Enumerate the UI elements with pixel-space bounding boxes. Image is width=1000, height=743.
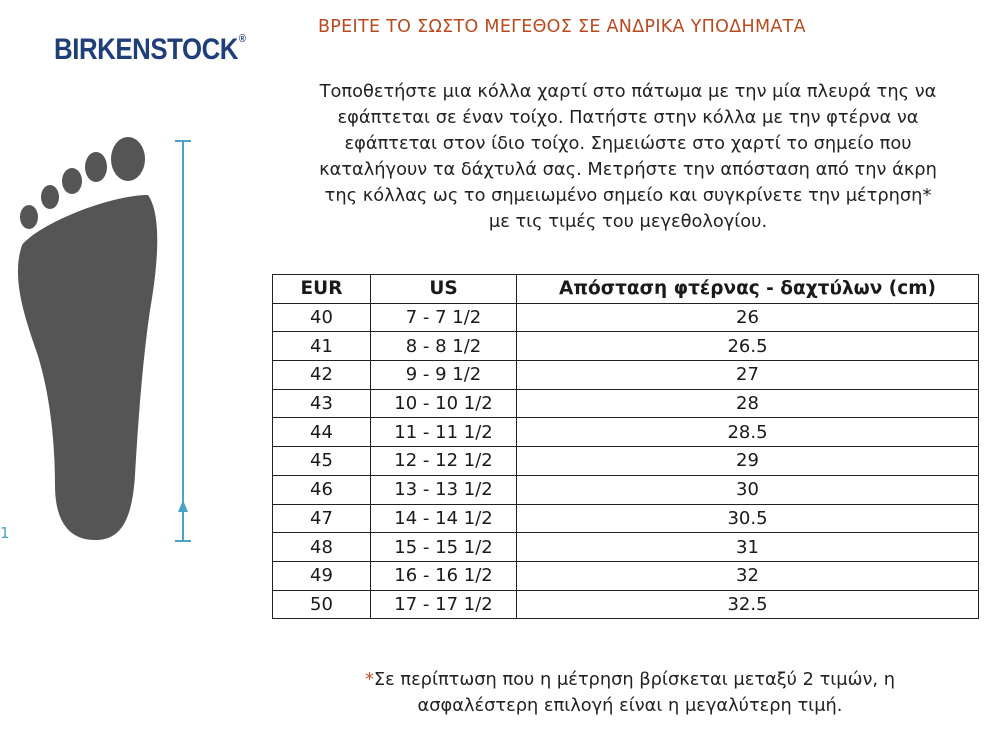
header-length: Απόσταση φτέρνας - δαχτύλων (cm) <box>517 275 979 304</box>
eur-cell: 49 <box>273 561 371 590</box>
length-cell: 32 <box>517 561 979 590</box>
length-cell: 30 <box>517 475 979 504</box>
table-row <box>273 418 979 447</box>
length-cell: 31 <box>517 533 979 562</box>
header-eur: EUR <box>273 275 371 304</box>
length-cell: 26.5 <box>517 332 979 361</box>
footnote-line-2: ασφαλέστερη επιλογή είναι η μεγαλύτερη τιμή. <box>417 695 843 716</box>
eur-cell: 46 <box>273 475 371 504</box>
footnote <box>280 667 980 719</box>
length-cell: 28.5 <box>517 418 979 447</box>
toe-5 <box>20 205 38 229</box>
length-cell: 28 <box>517 389 979 418</box>
us-cell: 11 - 11 1/2 <box>371 418 517 447</box>
toe-4 <box>41 185 59 209</box>
sole-shape <box>18 195 157 540</box>
us-cell: 10 - 10 1/2 <box>371 389 517 418</box>
us-cell: 13 - 13 1/2 <box>371 475 517 504</box>
edge-mark: 1 <box>0 524 10 542</box>
page-title: ΒΡΕΙΤΕ ΤΟ ΣΩΣΤΟ ΜΕΓΕΘΟΣ ΣΕ ΑΝΔΡΙΚΑ ΥΠΟΔΗΜΑΤΑ <box>318 17 806 37</box>
instruction-line: Τοποθετήστε μια κόλλα χαρτί στο πάτωμα με την μία πλευρά της να <box>319 81 937 102</box>
table-row <box>273 389 979 418</box>
registered-mark: ® <box>238 33 246 45</box>
eur-cell: 45 <box>273 447 371 476</box>
table-row <box>273 447 979 476</box>
toe-2 <box>85 152 107 182</box>
instruction-line: με τις τιμές του μεγεθολογίου. <box>488 211 768 232</box>
instructions <box>278 79 978 235</box>
asterisk-mark: * <box>364 669 374 690</box>
instruction-line: καταλήγουν τα δάχτυλά σας. Μετρήστε την απόσταση από την άκρη <box>319 159 937 180</box>
eur-cell: 50 <box>273 590 371 619</box>
us-cell: 8 - 8 1/2 <box>371 332 517 361</box>
eur-cell: 48 <box>273 533 371 562</box>
eur-cell: 40 <box>273 303 371 332</box>
brand-logo: BIRKENSTOCK® <box>54 33 246 66</box>
big-toe <box>111 137 145 181</box>
table-header-row <box>273 275 979 304</box>
table-row <box>273 332 979 361</box>
table-row <box>273 303 979 332</box>
table-row <box>273 533 979 562</box>
instruction-line: εφάπτεται σε έναν τοίχο. Πατήστε στην κόλλα με την φτέρνα να <box>337 107 919 128</box>
length-cell: 26 <box>517 303 979 332</box>
table-row <box>273 561 979 590</box>
us-cell: 9 - 9 1/2 <box>371 361 517 390</box>
length-cell: 30.5 <box>517 504 979 533</box>
toe-3 <box>62 168 82 194</box>
length-cell: 32.5 <box>517 590 979 619</box>
us-cell: 14 - 14 1/2 <box>371 504 517 533</box>
eur-cell: 47 <box>273 504 371 533</box>
length-cell: 29 <box>517 447 979 476</box>
measure-arrow-icon <box>170 138 196 546</box>
us-cell: 12 - 12 1/2 <box>371 447 517 476</box>
footnote-line-1: *Σε περίπτωση που η μέτρηση βρίσκεται μεταξύ 2 τιμών, η <box>364 669 896 690</box>
table-row <box>273 361 979 390</box>
eur-cell: 43 <box>273 389 371 418</box>
table-row <box>273 475 979 504</box>
eur-cell: 42 <box>273 361 371 390</box>
header-us: US <box>371 275 517 304</box>
table-row <box>273 590 979 619</box>
us-cell: 17 - 17 1/2 <box>371 590 517 619</box>
us-cell: 15 - 15 1/2 <box>371 533 517 562</box>
table-row <box>273 504 979 533</box>
size-table <box>272 274 979 619</box>
us-cell: 16 - 16 1/2 <box>371 561 517 590</box>
length-cell: 27 <box>517 361 979 390</box>
eur-cell: 41 <box>273 332 371 361</box>
us-cell: 7 - 7 1/2 <box>371 303 517 332</box>
eur-cell: 44 <box>273 418 371 447</box>
instruction-line: εφάπτεται στον ίδιο τοίχο. Σημειώστε στο χαρτί το σημείο που <box>344 133 912 154</box>
instruction-line: της κόλλας ως το σημειωμένο σημείο και συγκρίνετε την μέτρηση* <box>324 185 932 206</box>
